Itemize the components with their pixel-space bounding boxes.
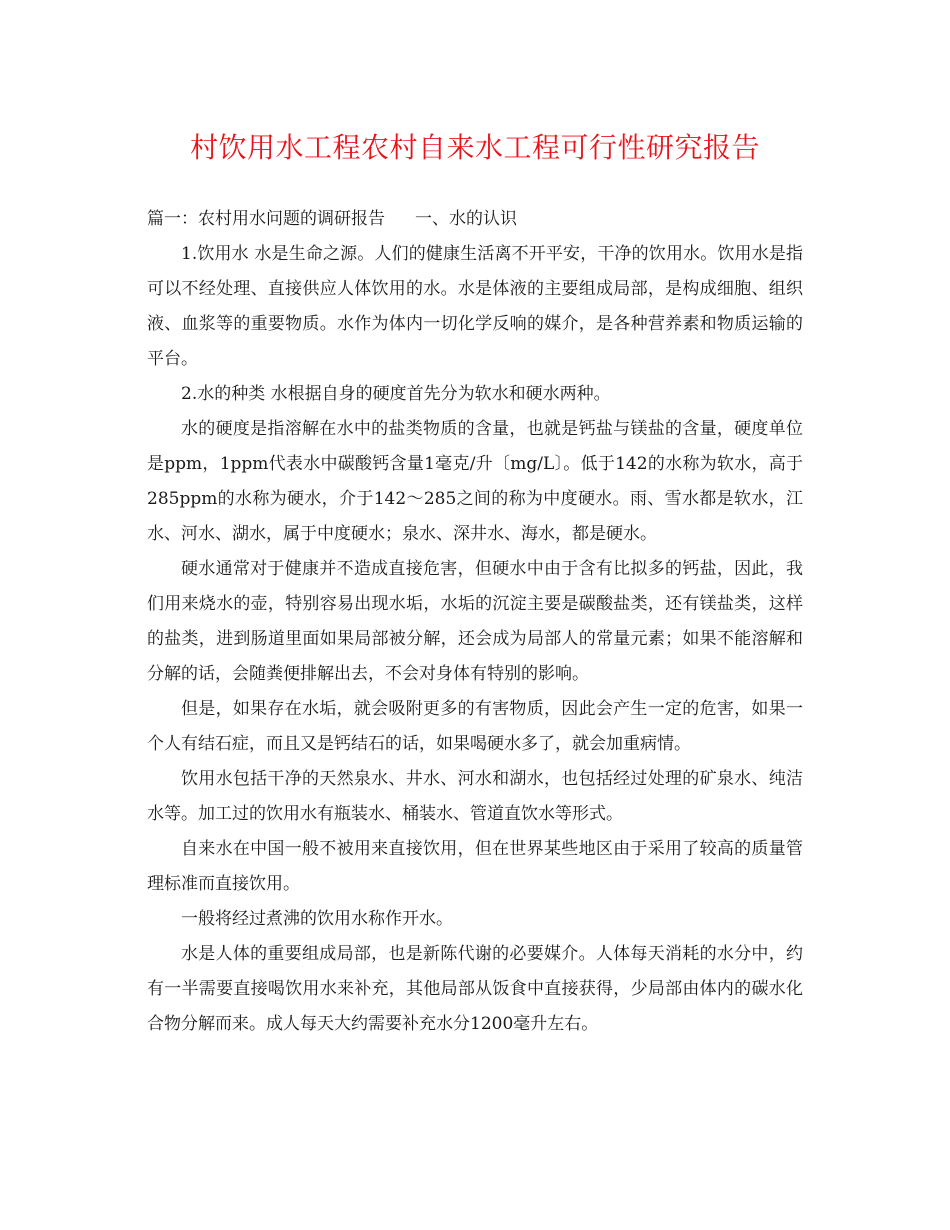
paragraph-boiled-water: 一般将经过煮沸的饮用水称作开水。 xyxy=(181,909,453,929)
paragraph-drinking-water: 1.饮用水 水是生命之源。人们的健康生活离不开平安，干净的饮用水。饮用水是指可以不经处理、直接供应人体饮用的水。水是体液的主要组成局部，是构成细胞、组织液、血浆等的重要物质。水作为体内一切化学反响的媒介，是各种营养素和物质运输的平台。 xyxy=(147,244,803,369)
document-title: 村饮用水工程农村自来水工程可行性研究报告 xyxy=(189,131,760,164)
paragraph-scale-harm: 但是，如果存在水垢，就会吸附更多的有害物质，因此会产生一定的危害，如果一个人有结石症，而且又是钙结石的话，如果喝硬水多了，就会加重病情。 xyxy=(147,699,803,754)
paragraph-hard-water-effects: 硬水通常对于健康并不造成直接危害，但硬水中由于含有比拟多的钙盐，因此，我们用来烧水的壶，特别容易出现水垢，水垢的沉淀主要是碳酸盐类，还有镁盐类，这样的盐类，进到肠道里面如果局部被分解，还会成为局部人的常量元素；如果不能溶解和分解的话，会随粪便排解出去，不会对身体有特别的影响。 xyxy=(147,559,803,684)
paragraph-water-intake: 水是人体的重要组成局部，也是新陈代谢的必要媒介。人体每天消耗的水分中，约有一半需要直接喝饮用水来补充，其他局部从饭食中直接获得，少局部由体内的碳水化合物分解而来。成人每天大约需要补充水分1200毫升左右。 xyxy=(147,944,803,1034)
article-heading: 篇一：农村用水问题的调研报告 xyxy=(147,209,385,229)
section-heading xyxy=(147,202,803,237)
paragraph-water-types: 2.水的种类 水根据自身的硬度首先分为软水和硬水两种。 xyxy=(181,384,611,404)
paragraph-water-hardness: 水的硬度是指溶解在水中的盐类物质的含量，也就是钙盐与镁盐的含量，硬度单位是ppm，1ppm代表水中碳酸钙含量1毫克/升〔mg/L〕。低于142的水称为软水，高于285ppm的水称为硬水，介于142～285之间的称为中度硬水。雨、雪水都是软水，江水、河水、湖水，属于中度硬水；泉水、深井水、海水，都是硬水。 xyxy=(147,419,803,544)
paragraph-tap-water: 自来水在中国一般不被用来直接饮用，但在世界某些地区由于采用了较高的质量管理标准而直接饮用。 xyxy=(147,839,803,894)
section-heading-water: 一、水的认识 xyxy=(415,209,517,229)
paragraph-drinking-water-sources: 饮用水包括干净的天然泉水、井水、河水和湖水，也包括经过处理的矿泉水、纯洁水等。加工过的饮用水有瓶装水、桶装水、管道直饮水等形式。 xyxy=(147,769,803,824)
